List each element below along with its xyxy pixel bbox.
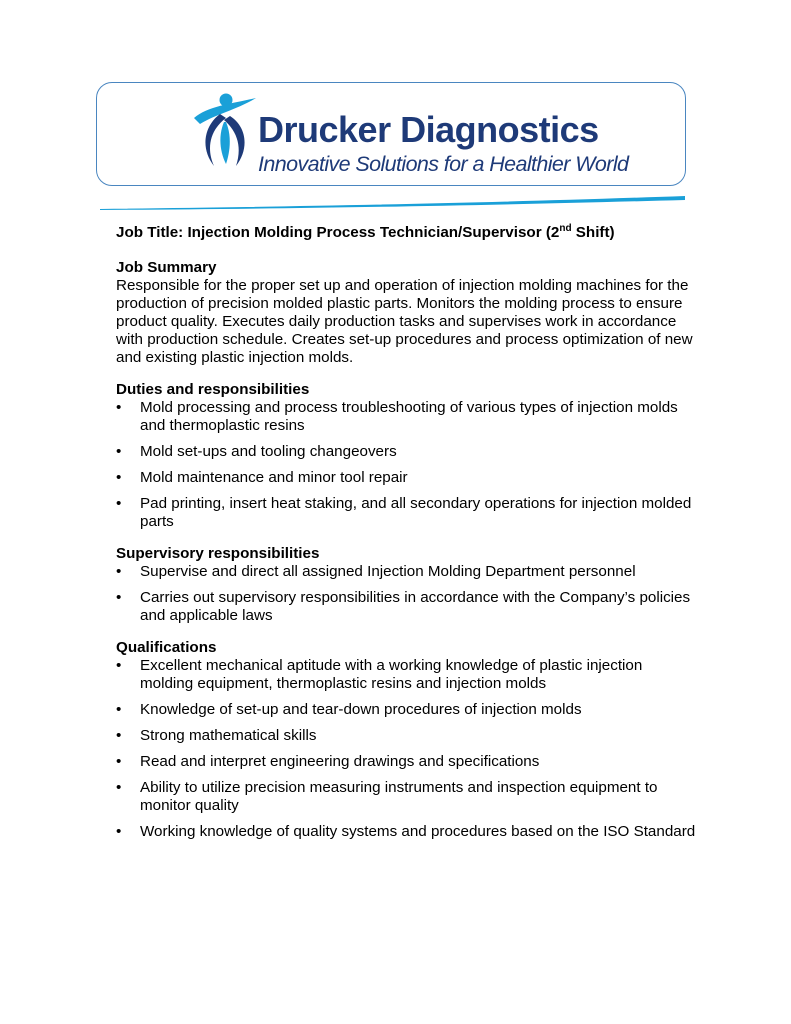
bullet: • (116, 563, 122, 580)
bullet: • (116, 495, 122, 512)
job-title-prefix: Job Title: Injection Molding Process Technician/Supervisor (2 (116, 224, 560, 241)
list-item-text: Mold maintenance and minor tool repair (140, 469, 408, 486)
human-figure-logo-icon (190, 92, 260, 172)
document-body (116, 224, 696, 855)
duties-list (116, 399, 696, 531)
list-item (116, 753, 696, 771)
supervisory-list (116, 563, 696, 625)
header-swoosh-divider (100, 196, 685, 210)
bullet: • (116, 589, 122, 606)
job-title-superscript: nd (559, 223, 572, 234)
list-item-text: Excellent mechanical aptitude with a working knowledge of plastic injection molding equipment, thermoplastic resins and injection molds (140, 657, 643, 692)
list-item (116, 469, 696, 487)
bullet: • (116, 657, 122, 674)
list-item (116, 823, 696, 841)
job-title (116, 224, 696, 242)
bullet: • (116, 823, 122, 840)
list-item (116, 443, 696, 461)
list-item-text: Pad printing, insert heat staking, and all secondary operations for injection molded parts (140, 495, 692, 530)
company-tagline: Innovative Solutions for a Healthier World (258, 152, 629, 176)
list-item-text: Ability to utilize precision measuring instruments and inspection equipment to monitor quality (140, 779, 658, 814)
duties-heading: Duties and responsibilities (116, 381, 310, 398)
job-summary-text: Responsible for the proper set up and operation of injection molding machines for the production of precision molded plastic parts. Monitors the molding process to ensure product quality. Executes daily production tasks and supervises work in accordance with production schedule. Creates set-up procedures and process optimization of new and existing plastic injection molds. (116, 277, 693, 366)
bullet: • (116, 753, 122, 770)
list-item-text: Mold set-ups and tooling changeovers (140, 443, 397, 460)
bullet: • (116, 469, 122, 486)
list-item-text: Supervise and direct all assigned Injection Molding Department personnel (140, 563, 636, 580)
job-title-suffix: Shift) (571, 224, 615, 241)
list-item (116, 779, 696, 815)
bullet: • (116, 727, 122, 744)
qualifications-list (116, 657, 696, 841)
bullet: • (116, 399, 122, 416)
list-item (116, 727, 696, 745)
bullet: • (116, 443, 122, 460)
list-item (116, 589, 696, 625)
list-item-text: Knowledge of set-up and tear-down procedures of injection molds (140, 701, 582, 718)
list-item (116, 563, 696, 581)
job-summary-heading: Job Summary (116, 259, 217, 276)
qualifications-heading: Qualifications (116, 639, 217, 656)
company-name-part1: Drucker (258, 109, 391, 150)
list-item-text: Read and interpret engineering drawings and specifications (140, 753, 540, 770)
list-item (116, 701, 696, 719)
list-item (116, 657, 696, 693)
list-item (116, 495, 696, 531)
list-item-text: Strong mathematical skills (140, 727, 317, 744)
supervisory-heading: Supervisory responsibilities (116, 545, 320, 562)
list-item-text: Mold processing and process troubleshooting of various types of injection molds and thermoplastic resins (140, 399, 678, 434)
list-item-text: Working knowledge of quality systems and procedures based on the ISO Standard (140, 823, 696, 840)
company-name-part2: Diagnostics (400, 109, 599, 150)
list-item-text: Carries out supervisory responsibilities in accordance with the Company’s policies and applicable laws (140, 589, 691, 624)
company-name (258, 110, 599, 150)
bullet: • (116, 701, 122, 718)
list-item (116, 399, 696, 435)
bullet: • (116, 779, 122, 796)
